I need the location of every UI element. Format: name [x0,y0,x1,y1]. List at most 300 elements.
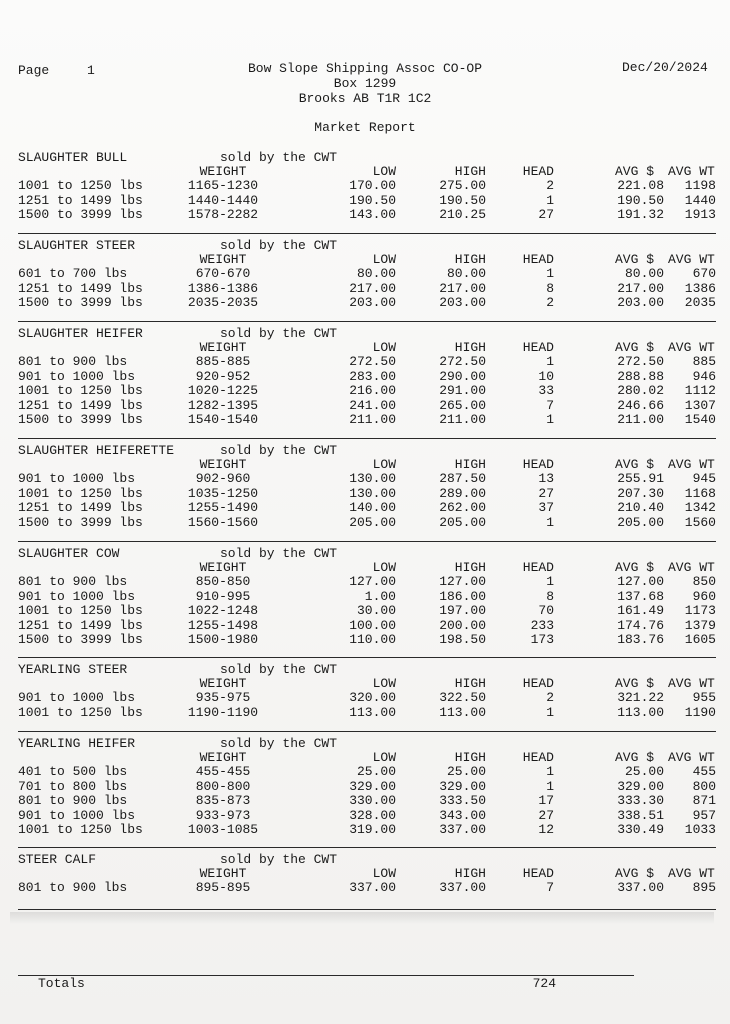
column-header-avgw: AVG WT [668,676,715,691]
table-row [18,383,718,398]
weight-range-cell: 1251 to 1499 lbs [18,500,143,516]
weight-range-cell: 1001 to 1250 lbs [18,485,143,501]
weight-range-cell: 1001 to 1250 lbs [18,178,143,193]
weight-cell: 1578-2282 [187,207,259,223]
column-header-row [18,340,718,355]
avg-cell: 280.02 [617,383,664,399]
sold-by-label: sold by the CWT [220,150,338,165]
avgw-cell: 1605 [684,632,716,648]
avgw-cell: 1198 [684,178,716,193]
head-cell: 173 [530,632,554,648]
weight-range-cell: 901 to 1000 lbs [18,588,136,604]
weight-range-cell: 1500 to 3999 lbs [18,207,143,223]
avg-cell: 190.50 [617,192,664,208]
column-header-weight: WEIGHT [199,340,247,355]
section-divider [18,909,716,910]
head-cell: 27 [538,807,554,823]
avg-cell: 321.22 [617,690,664,705]
weight-range-cell: 1500 to 3999 lbs [18,295,143,311]
section-title-line [18,326,718,341]
weight-cell: 1386-1386 [187,280,259,296]
weight-cell: 1190-1190 [187,704,259,720]
head-cell: 1 [546,574,554,589]
head-cell: 13 [538,471,554,486]
weight-cell: 895-895 [195,880,251,895]
avgw-cell: 1112 [684,383,716,399]
section-name: YEARLING HEIFER [18,736,136,751]
section-divider [18,541,716,542]
weight-cell: 2035-2035 [187,295,259,311]
section-divider [18,321,716,322]
head-cell: 1 [546,266,554,281]
high-cell: 272.50 [439,354,486,369]
low-cell: 190.50 [349,192,396,208]
avgw-cell: 1386 [684,280,716,296]
column-header-avgw: AVG WT [668,457,715,472]
weight-range-cell: 1001 to 1250 lbs [18,603,143,619]
table-row [18,690,718,705]
low-cell: 211.00 [349,412,396,428]
column-header-weight: WEIGHT [199,252,247,267]
high-cell: 262.00 [439,500,486,516]
column-header-row [18,457,718,472]
column-header-weight: WEIGHT [199,457,247,472]
scan-smudge [10,912,714,924]
avg-cell: 183.76 [617,632,664,648]
weight-range-cell: 801 to 900 lbs [18,880,128,895]
table-row [18,880,718,895]
head-cell: 12 [538,822,554,838]
high-cell: 329.00 [439,778,486,794]
column-header-weight: WEIGHT [199,866,247,881]
weight-cell: 455-455 [195,764,251,779]
column-header-low: LOW [372,676,396,691]
high-cell: 80.00 [446,266,486,281]
sold-by-label: sold by the CWT [220,852,338,867]
avg-cell: 272.50 [617,354,664,369]
column-header-high: HIGH [454,252,486,267]
column-header-low: LOW [372,164,396,179]
avgw-cell: 1440 [684,192,716,208]
address-line-1: Box 1299 [333,76,397,91]
sold-by-label: sold by the CWT [220,326,338,341]
low-cell: 272.50 [349,354,396,369]
weight-range-cell: 1500 to 3999 lbs [18,514,143,530]
weight-range-cell: 601 to 700 lbs [18,266,128,281]
section-name: SLAUGHTER HEIFER [18,326,143,341]
high-cell: 291.00 [439,383,486,399]
high-cell: 203.00 [439,295,486,311]
column-header-head: HEAD [522,676,554,691]
low-cell: 241.00 [349,397,396,413]
avg-cell: 203.00 [617,295,664,311]
column-header-high: HIGH [454,560,486,575]
table-row [18,266,718,281]
section-title-line [18,546,718,561]
table-row [18,207,718,222]
high-cell: 211.00 [439,412,486,428]
high-cell: 217.00 [439,280,486,296]
column-header-head: HEAD [522,164,554,179]
report-date: Dec/20/2024 [622,60,708,75]
section-title-line [18,443,718,458]
table-row [18,500,718,515]
low-cell: 217.00 [349,280,396,296]
high-cell: 25.00 [446,764,486,779]
page-label: Page [18,63,50,78]
avgw-cell: 1342 [684,500,716,516]
section-divider [18,233,716,234]
weight-cell: 935-975 [195,690,251,705]
avg-cell: 205.00 [617,514,664,530]
section-divider [18,731,716,732]
section-title-line [18,736,718,751]
weight-cell: 1255-1498 [187,617,259,633]
org-name: Bow Slope Shipping Assoc CO-OP [247,61,483,76]
table-row [18,471,718,486]
column-header-high: HIGH [454,750,486,765]
weight-cell: 1255-1490 [187,500,259,516]
weight-cell: 1440-1440 [187,192,259,208]
weight-range-cell: 1001 to 1250 lbs [18,704,143,720]
avgw-cell: 1173 [684,603,716,619]
head-cell: 8 [546,588,554,604]
weight-range-cell: 801 to 900 lbs [18,354,128,369]
head-cell: 1 [546,514,554,530]
column-header-high: HIGH [454,457,486,472]
column-header-head: HEAD [522,252,554,267]
avg-cell: 113.00 [617,704,664,720]
weight-range-cell: 1001 to 1250 lbs [18,822,143,838]
column-header-avgw: AVG WT [668,340,715,355]
weight-range-cell: 901 to 1000 lbs [18,471,136,486]
column-header-avgw: AVG WT [668,560,715,575]
avgw-cell: 1190 [684,704,716,720]
avgw-cell: 960 [692,588,716,604]
avgw-cell: 1560 [684,514,716,530]
head-cell: 2 [546,690,554,705]
avgw-cell: 946 [692,368,716,384]
weight-range-cell: 901 to 1000 lbs [18,807,136,823]
head-cell: 8 [546,280,554,296]
head-cell: 233 [530,617,554,633]
column-header-low: LOW [372,560,396,575]
low-cell: 337.00 [349,880,396,895]
column-header-avg: AVG $ [614,457,654,472]
table-row [18,808,718,823]
weight-range-cell: 901 to 1000 lbs [18,368,136,384]
high-cell: 275.00 [439,178,486,193]
high-cell: 337.00 [439,822,486,838]
table-row [18,295,718,310]
avg-cell: 174.76 [617,617,664,633]
weight-cell: 1020-1225 [187,383,259,399]
table-row [18,705,718,720]
high-cell: 113.00 [439,704,486,720]
high-cell: 198.50 [439,632,486,648]
table-row [18,603,718,618]
column-header-row [18,750,718,765]
column-header-weight: WEIGHT [199,676,247,691]
avg-cell: 127.00 [617,574,664,589]
table-row [18,822,718,837]
avg-cell: 191.32 [617,207,664,223]
weight-range-cell: 901 to 1000 lbs [18,690,136,705]
weight-range-cell: 801 to 900 lbs [18,793,128,809]
low-cell: 110.00 [349,632,396,648]
low-cell: 100.00 [349,617,396,633]
table-row [18,793,718,808]
sold-by-label: sold by the CWT [220,546,338,561]
head-cell: 1 [546,704,554,720]
low-cell: 283.00 [349,368,396,384]
table-row [18,574,718,589]
column-header-high: HIGH [454,866,486,881]
avgw-cell: 670 [692,266,716,281]
avgw-cell: 895 [692,880,716,895]
avgw-cell: 850 [692,574,716,589]
section-divider [18,438,716,439]
weight-range-cell: 1251 to 1499 lbs [18,617,143,633]
low-cell: 25.00 [356,764,396,779]
avgw-cell: 2035 [684,295,716,311]
table-row [18,398,718,413]
head-cell: 27 [538,207,554,223]
high-cell: 197.00 [439,603,486,619]
head-cell: 27 [538,485,554,501]
column-header-row [18,252,718,267]
column-header-head: HEAD [522,457,554,472]
table-row [18,779,718,794]
low-cell: 130.00 [349,485,396,501]
avgw-cell: 1033 [684,822,716,838]
avgw-cell: 1379 [684,617,716,633]
avg-cell: 221.08 [617,178,664,193]
table-row [18,369,718,384]
sold-by-label: sold by the CWT [220,736,338,751]
report-title: Market Report [314,120,416,135]
head-cell: 1 [546,412,554,428]
high-cell: 290.00 [439,368,486,384]
column-header-high: HIGH [454,676,486,691]
weight-range-cell: 1251 to 1499 lbs [18,280,143,296]
weight-cell: 670-670 [195,266,251,281]
avgw-cell: 1540 [684,412,716,428]
column-header-avgw: AVG WT [668,164,715,179]
column-header-head: HEAD [522,866,554,881]
high-cell: 289.00 [439,485,486,501]
high-cell: 322.50 [439,690,486,705]
weight-cell: 800-800 [195,778,251,794]
section-title-line [18,150,718,165]
head-cell: 7 [546,397,554,413]
avg-cell: 255.91 [617,471,664,486]
head-cell: 17 [538,793,554,809]
low-cell: 328.00 [349,807,396,823]
high-cell: 287.50 [439,471,486,486]
weight-cell: 885-885 [195,354,251,369]
table-row [18,281,718,296]
high-cell: 343.00 [439,807,486,823]
high-cell: 210.25 [439,207,486,223]
low-cell: 140.00 [349,500,396,516]
head-cell: 7 [546,880,554,895]
low-cell: 30.00 [356,603,396,619]
table-row [18,193,718,208]
table-row [18,486,718,501]
table-row [18,632,718,647]
head-cell: 1 [546,778,554,794]
low-cell: 203.00 [349,295,396,311]
weight-cell: 1282-1395 [187,397,259,413]
column-header-weight: WEIGHT [199,750,247,765]
column-header-avg: AVG $ [614,340,654,355]
avgw-cell: 885 [692,354,716,369]
page-number: 1 [87,63,95,78]
weight-cell: 835-873 [195,793,251,809]
weight-cell: 1540-1540 [187,412,259,428]
avgw-cell: 1913 [684,207,716,223]
section-name: STEER CALF [18,852,97,867]
address-line-2: Brooks AB T1R 1C2 [298,91,432,106]
column-header-avg: AVG $ [614,750,654,765]
weight-range-cell: 1251 to 1499 lbs [18,397,143,413]
column-header-low: LOW [372,340,396,355]
avg-cell: 288.88 [617,368,664,384]
section-title-line [18,852,718,867]
table-row [18,178,718,193]
column-header-low: LOW [372,252,396,267]
weight-cell: 850-850 [195,574,251,589]
table-row [18,618,718,633]
avg-cell: 25.00 [624,764,664,779]
column-header-row [18,560,718,575]
high-cell: 127.00 [439,574,486,589]
section-title-line [18,238,718,253]
avgw-cell: 1168 [684,485,716,501]
head-cell: 2 [546,178,554,193]
avgw-cell: 1307 [684,397,716,413]
low-cell: 143.00 [349,207,396,223]
weight-cell: 1500-1980 [187,632,259,648]
section-name: SLAUGHTER BULL [18,150,128,165]
avgw-cell: 871 [692,793,716,809]
high-cell: 190.50 [439,192,486,208]
section-title-line [18,662,718,677]
weight-cell: 933-973 [195,807,251,823]
avg-cell: 338.51 [617,807,664,823]
sold-by-label: sold by the CWT [220,662,338,677]
column-header-row [18,866,718,881]
column-header-avg: AVG $ [614,252,654,267]
table-row [18,412,718,427]
column-header-weight: WEIGHT [199,164,247,179]
avg-cell: 207.30 [617,485,664,501]
column-header-avg: AVG $ [614,560,654,575]
weight-cell: 920-952 [195,368,251,384]
head-cell: 37 [538,500,554,516]
avg-cell: 80.00 [624,266,664,281]
weight-cell: 1035-1250 [187,485,259,501]
avgw-cell: 957 [692,807,716,823]
head-cell: 1 [546,764,554,779]
sold-by-label: sold by the CWT [220,443,338,458]
weight-range-cell: 1500 to 3999 lbs [18,632,143,648]
high-cell: 205.00 [439,514,486,530]
low-cell: 319.00 [349,822,396,838]
avg-cell: 329.00 [617,778,664,794]
section-name: SLAUGHTER STEER [18,238,136,253]
column-header-high: HIGH [454,340,486,355]
high-cell: 333.50 [439,793,486,809]
avg-cell: 211.00 [617,412,664,428]
section-divider [18,847,716,848]
avg-cell: 161.49 [617,603,664,619]
weight-cell: 1165-1230 [187,178,259,193]
column-header-head: HEAD [522,340,554,355]
low-cell: 320.00 [349,690,396,705]
weight-range-cell: 701 to 800 lbs [18,778,128,794]
table-row [18,589,718,604]
table-row [18,764,718,779]
high-cell: 265.00 [439,397,486,413]
head-cell: 2 [546,295,554,311]
avg-cell: 330.49 [617,822,664,838]
high-cell: 186.00 [439,588,486,604]
column-header-head: HEAD [522,750,554,765]
table-row [18,354,718,369]
weight-range-cell: 1251 to 1499 lbs [18,192,143,208]
low-cell: 113.00 [349,704,396,720]
totals-head: 724 [532,976,556,991]
column-header-row [18,164,718,179]
weight-range-cell: 801 to 900 lbs [18,574,128,589]
high-cell: 200.00 [439,617,486,633]
avg-cell: 246.66 [617,397,664,413]
low-cell: 127.00 [349,574,396,589]
section-name: SLAUGHTER COW [18,546,120,561]
avg-cell: 210.40 [617,500,664,516]
avgw-cell: 945 [692,471,716,486]
weight-cell: 902-960 [195,471,251,486]
head-cell: 70 [538,603,554,619]
head-cell: 33 [538,383,554,399]
avg-cell: 337.00 [617,880,664,895]
column-header-low: LOW [372,457,396,472]
sold-by-label: sold by the CWT [220,238,338,253]
avg-cell: 137.68 [617,588,664,604]
head-cell: 10 [538,368,554,384]
column-header-avg: AVG $ [614,164,654,179]
low-cell: 80.00 [356,266,396,281]
weight-cell: 1560-1560 [187,514,259,530]
low-cell: 216.00 [349,383,396,399]
column-header-row [18,676,718,691]
low-cell: 170.00 [349,178,396,193]
column-header-weight: WEIGHT [199,560,247,575]
column-header-low: LOW [372,750,396,765]
column-header-avg: AVG $ [614,866,654,881]
section-name: YEARLING STEER [18,662,128,677]
weight-cell: 1022-1248 [187,603,259,619]
low-cell: 329.00 [349,778,396,794]
low-cell: 1.00 [364,588,396,604]
weight-range-cell: 1001 to 1250 lbs [18,383,143,399]
column-header-avgw: AVG WT [668,252,715,267]
column-header-avg: AVG $ [614,676,654,691]
low-cell: 205.00 [349,514,396,530]
column-header-avgw: AVG WT [668,750,715,765]
